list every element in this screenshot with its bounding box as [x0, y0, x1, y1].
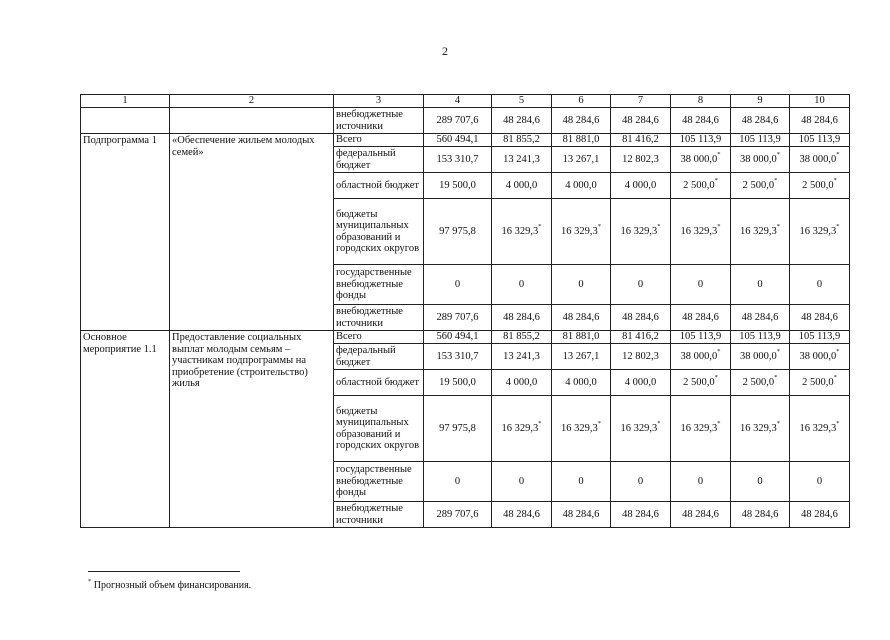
column-header: 4 [424, 95, 492, 108]
value-cell [492, 331, 552, 344]
value-cell [492, 502, 552, 528]
program-description-cell: Предоставление социальных выплат молодым семьям – участникам подпрограммы на приобретение (строительство) жилья [170, 331, 334, 528]
value-cell [552, 199, 611, 265]
value-cell [611, 147, 671, 173]
value-text: 16 329,3 [799, 422, 837, 434]
source-cell: внебюджетные источники [334, 108, 424, 134]
value-text: 16 329,3 [561, 225, 598, 237]
value-text: 48 284,6 [503, 508, 540, 520]
value-text: 48 284,6 [741, 114, 779, 126]
value-cell [731, 331, 790, 344]
financing-table [80, 94, 850, 528]
value-cell [671, 265, 731, 305]
value-text: 48 284,6 [801, 114, 838, 126]
value-cell [790, 502, 850, 528]
value-cell [731, 134, 790, 147]
value-cell [671, 462, 731, 502]
value-text: 97 975,8 [439, 422, 476, 434]
value-text: 2 500,0 [683, 376, 715, 388]
column-header: 6 [552, 95, 611, 108]
value-text: 4 000,0 [505, 179, 538, 191]
value-cell [671, 199, 731, 265]
value-cell [492, 199, 552, 265]
value-cell [790, 134, 850, 147]
value-cell [611, 370, 671, 396]
value-text: 38 000,0 [740, 350, 777, 362]
value-text: 16 329,3 [680, 225, 718, 237]
value-text: 0 [697, 475, 704, 487]
value-text: 48 284,6 [741, 508, 779, 520]
source-cell: государственные внебюджетные фонды [334, 462, 424, 502]
value-cell [671, 331, 731, 344]
value-text: 0 [578, 475, 584, 487]
value-text: 81 416,2 [622, 134, 659, 146]
value-text: 48 284,6 [622, 508, 659, 520]
value-cell [552, 173, 611, 199]
forecast-mark: * [836, 223, 840, 231]
source-cell: федеральный бюджет [334, 344, 424, 370]
value-text: 12 802,3 [622, 350, 659, 362]
value-cell [424, 147, 492, 173]
value-text: 105 113,9 [739, 134, 781, 146]
value-cell [492, 396, 552, 462]
value-cell [671, 502, 731, 528]
value-cell [671, 173, 731, 199]
value-text: 81 855,2 [503, 134, 540, 146]
column-header: 7 [611, 95, 671, 108]
forecast-mark: * [714, 374, 718, 382]
value-cell [552, 134, 611, 147]
value-cell [492, 108, 552, 134]
source-cell: государственные внебюджетные фонды [334, 265, 424, 305]
column-header: 10 [790, 95, 850, 108]
forecast-mark: * [717, 223, 721, 231]
value-cell [611, 108, 671, 134]
value-text: 0 [816, 475, 823, 487]
value-cell [424, 502, 492, 528]
program-name-cell: Подпрограмма 1 [81, 134, 170, 331]
forecast-mark: * [774, 177, 778, 185]
value-cell [790, 331, 850, 344]
column-header: 3 [334, 95, 424, 108]
forecast-mark: * [717, 348, 721, 356]
value-text: 0 [518, 475, 525, 487]
value-text: 16 329,3 [620, 225, 658, 237]
value-cell [731, 108, 790, 134]
forecast-mark: * [597, 223, 601, 231]
value-text: 0 [637, 475, 644, 487]
value-text: 2 500,0 [802, 179, 834, 191]
column-header: 5 [492, 95, 552, 108]
value-text: 16 329,3 [740, 422, 777, 434]
value-cell [790, 462, 850, 502]
value-text: 105 113,9 [739, 331, 781, 343]
value-cell [611, 265, 671, 305]
value-text: 38 000,0 [799, 153, 837, 165]
value-cell [671, 396, 731, 462]
value-text: 48 284,6 [682, 508, 719, 520]
value-text: 13 267,1 [562, 350, 600, 362]
value-cell [492, 147, 552, 173]
value-cell [492, 462, 552, 502]
value-text: 16 329,3 [680, 422, 718, 434]
forecast-mark: * [597, 420, 601, 428]
source-cell: Всего [334, 331, 424, 344]
table-row [81, 108, 850, 134]
value-text: 0 [578, 278, 584, 290]
value-text: 16 329,3 [740, 225, 777, 237]
value-cell [424, 462, 492, 502]
value-cell [611, 462, 671, 502]
value-text: 13 241,3 [503, 153, 540, 165]
value-cell [492, 344, 552, 370]
value-cell [731, 305, 790, 331]
value-text: 48 284,6 [741, 311, 779, 323]
value-text: 0 [697, 278, 704, 290]
source-cell: Всего [334, 134, 424, 147]
source-cell: внебюджетные источники [334, 305, 424, 331]
value-text: 2 500,0 [683, 179, 715, 191]
value-text: 153 310,7 [436, 153, 479, 165]
value-text: 48 284,6 [503, 311, 540, 323]
forecast-mark: * [657, 223, 661, 231]
value-cell [492, 265, 552, 305]
source-cell: областной бюджет [334, 370, 424, 396]
page-number: 2 [442, 44, 448, 58]
column-header: 9 [731, 95, 790, 108]
value-cell [552, 331, 611, 344]
value-cell [492, 370, 552, 396]
value-text: 81 881,0 [562, 134, 600, 146]
value-cell [424, 331, 492, 344]
value-text: 48 284,6 [682, 311, 719, 323]
value-text: 81 855,2 [503, 331, 540, 343]
value-cell [424, 199, 492, 265]
value-text: 13 241,3 [503, 350, 540, 362]
value-cell [611, 134, 671, 147]
value-text: 97 975,8 [439, 225, 476, 237]
value-cell [611, 344, 671, 370]
value-text: 48 284,6 [562, 311, 600, 323]
source-cell: федеральный бюджет [334, 147, 424, 173]
value-cell [671, 305, 731, 331]
value-text: 16 329,3 [501, 422, 539, 434]
value-text: 4 000,0 [624, 179, 657, 191]
column-header: 1 [81, 95, 170, 108]
value-text: 289 707,6 [436, 114, 479, 126]
source-cell: областной бюджет [334, 173, 424, 199]
value-text: 289 707,6 [436, 311, 479, 323]
value-cell [790, 108, 850, 134]
value-cell [424, 305, 492, 331]
value-cell [671, 134, 731, 147]
table-row [81, 134, 850, 147]
desc-cell-empty [170, 108, 334, 134]
value-cell [671, 370, 731, 396]
value-cell [731, 370, 790, 396]
forecast-mark: * [538, 420, 542, 428]
value-text: 153 310,7 [436, 350, 479, 362]
value-text: 16 329,3 [501, 225, 539, 237]
value-cell [552, 396, 611, 462]
value-text: 0 [757, 475, 763, 487]
value-cell [552, 108, 611, 134]
source-cell: бюджеты муниципальных образований и городских округов [334, 396, 424, 462]
value-cell [492, 173, 552, 199]
value-cell [611, 305, 671, 331]
value-cell [552, 147, 611, 173]
value-cell [790, 305, 850, 331]
value-text: 81 881,0 [562, 331, 600, 343]
value-text: 105 113,9 [798, 331, 841, 343]
value-text: 48 284,6 [562, 508, 600, 520]
value-text: 4 000,0 [565, 179, 597, 191]
value-cell [552, 462, 611, 502]
value-text: 0 [757, 278, 763, 290]
value-text: 48 284,6 [801, 311, 838, 323]
value-text: 2 500,0 [802, 376, 834, 388]
value-cell [492, 134, 552, 147]
value-text: 2 500,0 [742, 376, 775, 388]
table-body [81, 95, 850, 528]
value-cell [790, 147, 850, 173]
value-cell [424, 344, 492, 370]
value-cell [671, 108, 731, 134]
forecast-mark: * [776, 151, 780, 159]
value-cell [552, 265, 611, 305]
forecast-mark: * [776, 420, 780, 428]
value-cell [790, 265, 850, 305]
value-cell [731, 462, 790, 502]
value-cell [671, 344, 731, 370]
value-cell [424, 108, 492, 134]
value-cell [611, 173, 671, 199]
value-text: 38 000,0 [680, 153, 718, 165]
value-cell [552, 370, 611, 396]
value-cell [424, 173, 492, 199]
forecast-mark: * [833, 177, 837, 185]
value-cell [611, 502, 671, 528]
value-text: 12 802,3 [622, 153, 659, 165]
value-cell [731, 265, 790, 305]
value-text: 48 284,6 [682, 114, 719, 126]
forecast-mark: * [836, 420, 840, 428]
value-text: 4 000,0 [565, 376, 597, 388]
value-cell [731, 147, 790, 173]
value-cell [731, 396, 790, 462]
value-cell [552, 305, 611, 331]
footnote-mark: * [88, 577, 92, 585]
name-cell-empty [81, 108, 170, 134]
program-description-cell: «Обеспечение жильем молодых семей» [170, 134, 334, 331]
column-header: 8 [671, 95, 731, 108]
value-cell [492, 305, 552, 331]
forecast-mark: * [717, 151, 721, 159]
value-text: 16 329,3 [620, 422, 658, 434]
value-text: 48 284,6 [503, 114, 540, 126]
value-text: 105 113,9 [679, 331, 722, 343]
header-row [81, 95, 850, 108]
value-text: 48 284,6 [801, 508, 838, 520]
forecast-mark: * [836, 151, 840, 159]
value-text: 13 267,1 [562, 153, 600, 165]
value-cell [731, 173, 790, 199]
value-cell [611, 199, 671, 265]
forecast-mark: * [717, 420, 721, 428]
value-text: 48 284,6 [622, 311, 659, 323]
value-cell [424, 265, 492, 305]
value-text: 0 [454, 475, 461, 487]
value-cell [731, 502, 790, 528]
value-text: 19 500,0 [439, 179, 476, 191]
value-text: 105 113,9 [798, 134, 841, 146]
value-text: 105 113,9 [679, 134, 722, 146]
value-text: 19 500,0 [439, 376, 476, 388]
value-cell [611, 396, 671, 462]
forecast-mark: * [836, 348, 840, 356]
value-text: 0 [518, 278, 525, 290]
value-cell [731, 199, 790, 265]
value-text: 48 284,6 [562, 114, 600, 126]
value-text: 2 500,0 [742, 179, 775, 191]
footnote [88, 577, 252, 591]
value-cell [424, 396, 492, 462]
forecast-mark: * [774, 374, 778, 382]
value-cell [671, 147, 731, 173]
forecast-mark: * [538, 223, 542, 231]
value-cell [552, 502, 611, 528]
value-text: 16 329,3 [799, 225, 837, 237]
footnote-text: Прогнозный объем финансирования. [93, 580, 252, 591]
value-cell [790, 396, 850, 462]
value-text: 16 329,3 [561, 422, 598, 434]
value-cell [611, 331, 671, 344]
source-cell: внебюджетные источники [334, 502, 424, 528]
value-cell [790, 173, 850, 199]
value-cell [424, 370, 492, 396]
value-cell [790, 199, 850, 265]
value-text: 4 000,0 [624, 376, 657, 388]
program-name-cell: Основное мероприятие 1.1 [81, 331, 170, 528]
value-text: 38 000,0 [799, 350, 837, 362]
forecast-mark: * [776, 348, 780, 356]
value-text: 560 494,1 [436, 134, 479, 146]
value-text: 0 [816, 278, 823, 290]
value-text: 0 [454, 278, 461, 290]
value-cell [790, 370, 850, 396]
value-text: 38 000,0 [740, 153, 777, 165]
source-cell: бюджеты муниципальных образований и городских округов [334, 199, 424, 265]
forecast-mark: * [833, 374, 837, 382]
value-cell [731, 344, 790, 370]
value-cell [790, 344, 850, 370]
table-row [81, 331, 850, 344]
forecast-mark: * [714, 177, 718, 185]
value-cell [552, 344, 611, 370]
column-header: 2 [170, 95, 334, 108]
forecast-mark: * [657, 420, 661, 428]
value-text: 289 707,6 [436, 508, 479, 520]
value-cell [424, 134, 492, 147]
value-text: 81 416,2 [622, 331, 659, 343]
value-text: 560 494,1 [436, 331, 479, 343]
forecast-mark: * [776, 223, 780, 231]
value-text: 0 [637, 278, 644, 290]
value-text: 38 000,0 [680, 350, 718, 362]
value-text: 48 284,6 [622, 114, 659, 126]
footnote-divider [88, 571, 240, 572]
value-text: 4 000,0 [505, 376, 538, 388]
